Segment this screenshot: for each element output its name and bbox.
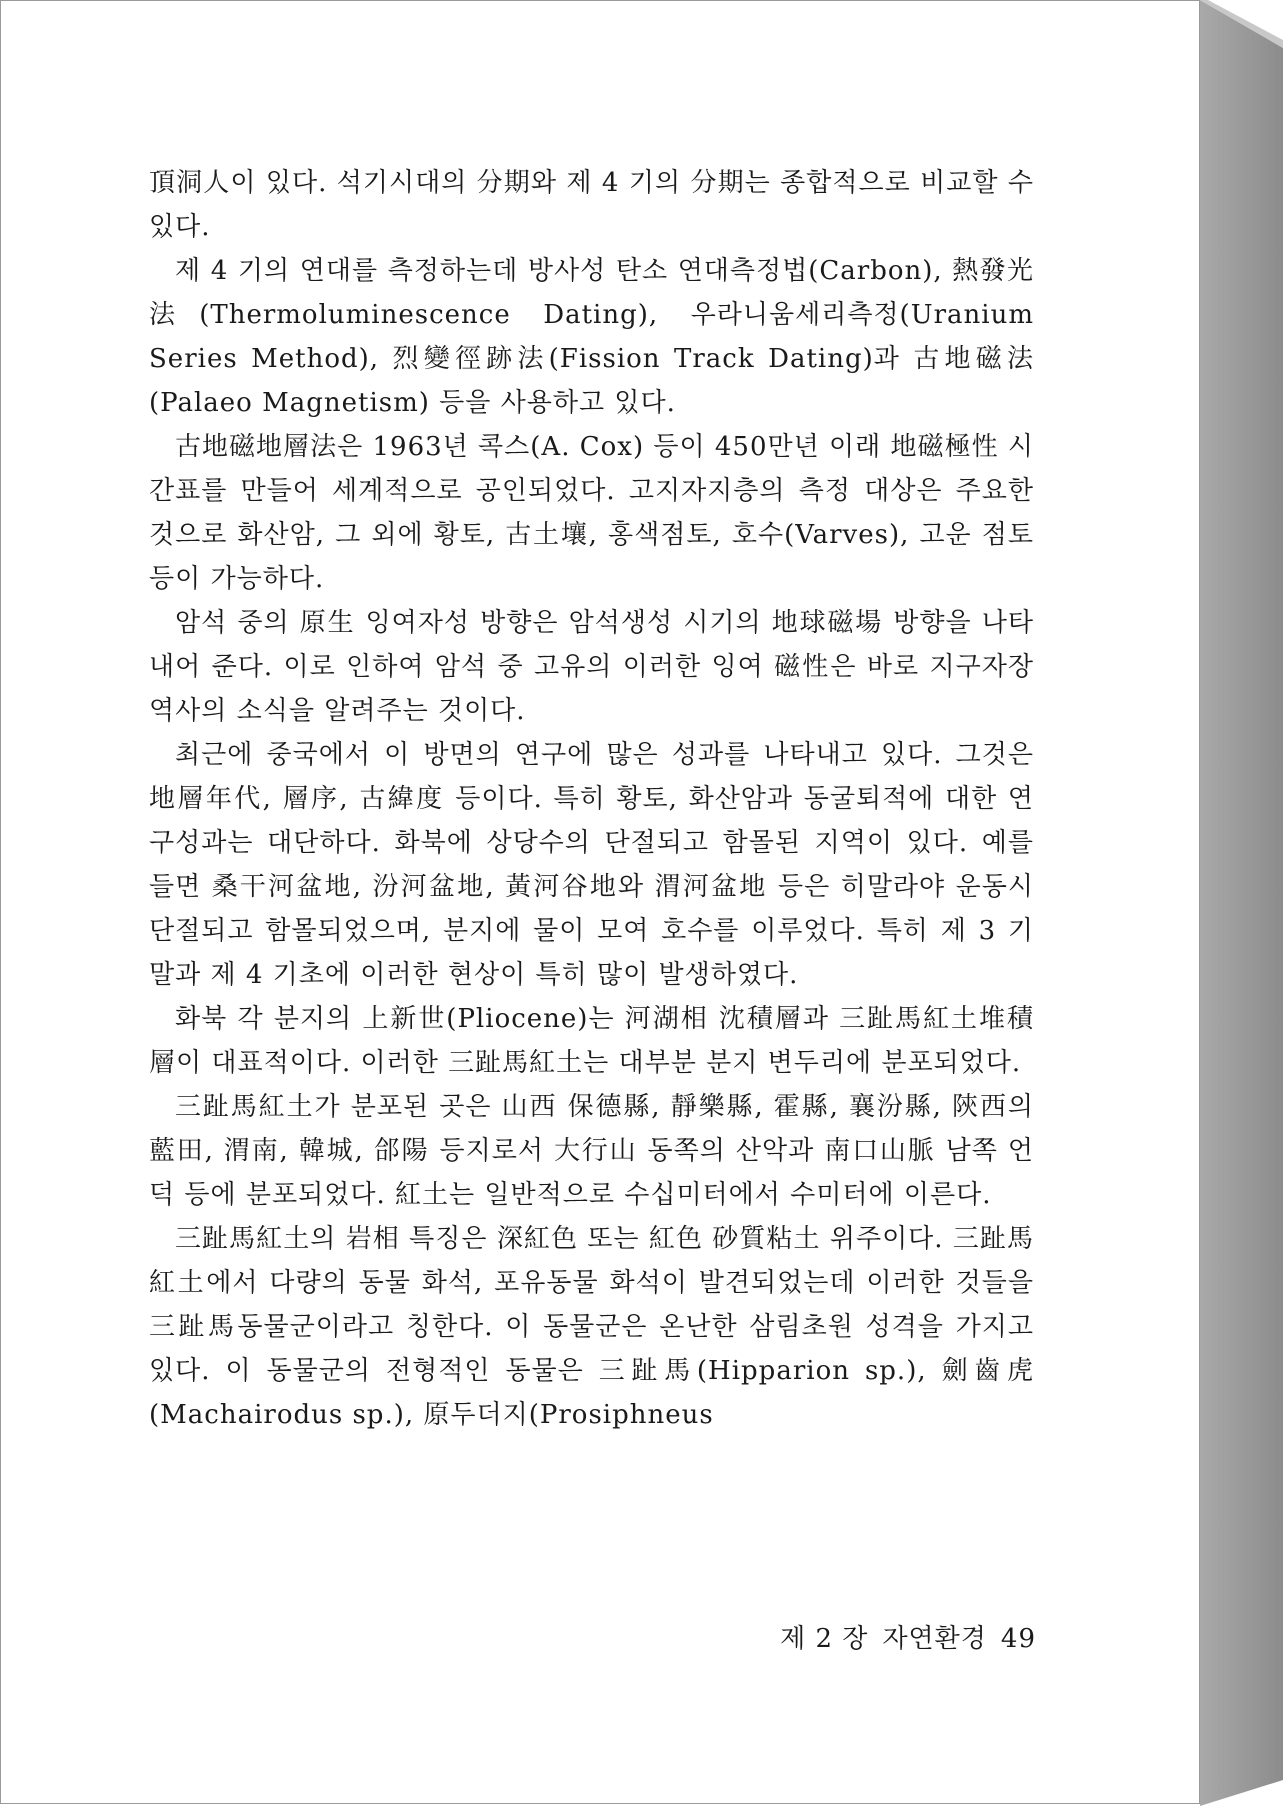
body-text	[149, 161, 1034, 1437]
page-footer	[746, 1618, 1036, 1655]
paragraph: 암석 중의 原生 잉여자성 방향은 암석생성 시기의 地球磁場 방향을 나타내어 준다. 이로 인하여 암석 중 고유의 이러한 잉여 磁性은 바로 지구자장 역사의 소식을 알려주는 것이다.	[149, 608, 1034, 726]
paragraph: 三趾馬紅土의 岩相 특징은 深紅色 또는 紅色 砂質粘土 위주이다. 三趾馬紅土에서 다량의 동물 화석, 포유동물 화석이 발견되었는데 이러한 것들을 三趾馬동물군이라고 칭한다. 이 동물군은 온난한 삼림초원 성격을 가지고 있다. 이 동물군의 전형적인 동물은 三趾馬(Hipparion sp.), 劍齒虎(Machairodus sp.), 原두더지(Prosiphneus	[149, 1224, 1034, 1430]
footer-chapter: 제 2 장	[780, 1624, 869, 1654]
book-edge-shadow	[1200, 0, 1283, 1806]
paragraph: 頂洞人이 있다. 석기시대의 分期와 제 4 기의 分期는 종합적으로 비교할 수 있다.	[149, 168, 1034, 242]
paragraph: 古地磁地層法은 1963년 콕스(A. Cox) 등이 450만년 이래 地磁極性 시간표를 만들어 세계적으로 공인되었다. 고지자지층의 측정 대상은 주요한 것으로 화산암, 그 외에 황토, 古土壤, 홍색점토, 호수(Varves), 고운 점토 등이 가능하다.	[149, 432, 1034, 594]
page-number: 49	[1000, 1624, 1036, 1654]
paragraph: 화북 각 분지의 上新世(Pliocene)는 河湖相 沈積層과 三趾馬紅土堆積層이 대표적이다. 이러한 三趾馬紅土는 대부분 분지 변두리에 분포되었다.	[149, 1004, 1034, 1078]
paragraph: 제 4 기의 연대를 측정하는데 방사성 탄소 연대측정법(Carbon), 熱發光法(Thermoluminescence Dating), 우라니움세리측정(Uranium Series Method), 烈變徑跡法(Fission Track Dating)과 古地磁法(Palaeo Magnetism) 등을 사용하고 있다.	[149, 256, 1034, 418]
paragraph: 최근에 중국에서 이 방면의 연구에 많은 성과를 나타내고 있다. 그것은 地層年代, 層序, 古緯度 등이다. 특히 황토, 화산암과 동굴퇴적에 대한 연구성과는 대단하다. 화북에 상당수의 단절되고 함몰된 지역이 있다. 예를 들면 桑干河盆地, 汾河盆地, 黃河谷地와 渭河盆地 등은 히말라야 운동시 단절되고 함몰되었으며, 분지에 물이 모여 호수를 이루었다. 특히 제 3 기말과 제 4 기초에 이러한 현상이 특히 많이 발생하였다.	[149, 740, 1034, 990]
footer-title: 자연환경	[882, 1624, 987, 1654]
paragraph: 三趾馬紅土가 분포된 곳은 山西 保德縣, 靜樂縣, 霍縣, 襄汾縣, 陝西의 藍田, 渭南, 韓城, 郃陽 등지로서 大行山 동쪽의 산악과 南口山脈 남쪽 언덕 등에 분포되었다. 紅土는 일반적으로 수십미터에서 수미터에 이른다.	[149, 1092, 1034, 1210]
